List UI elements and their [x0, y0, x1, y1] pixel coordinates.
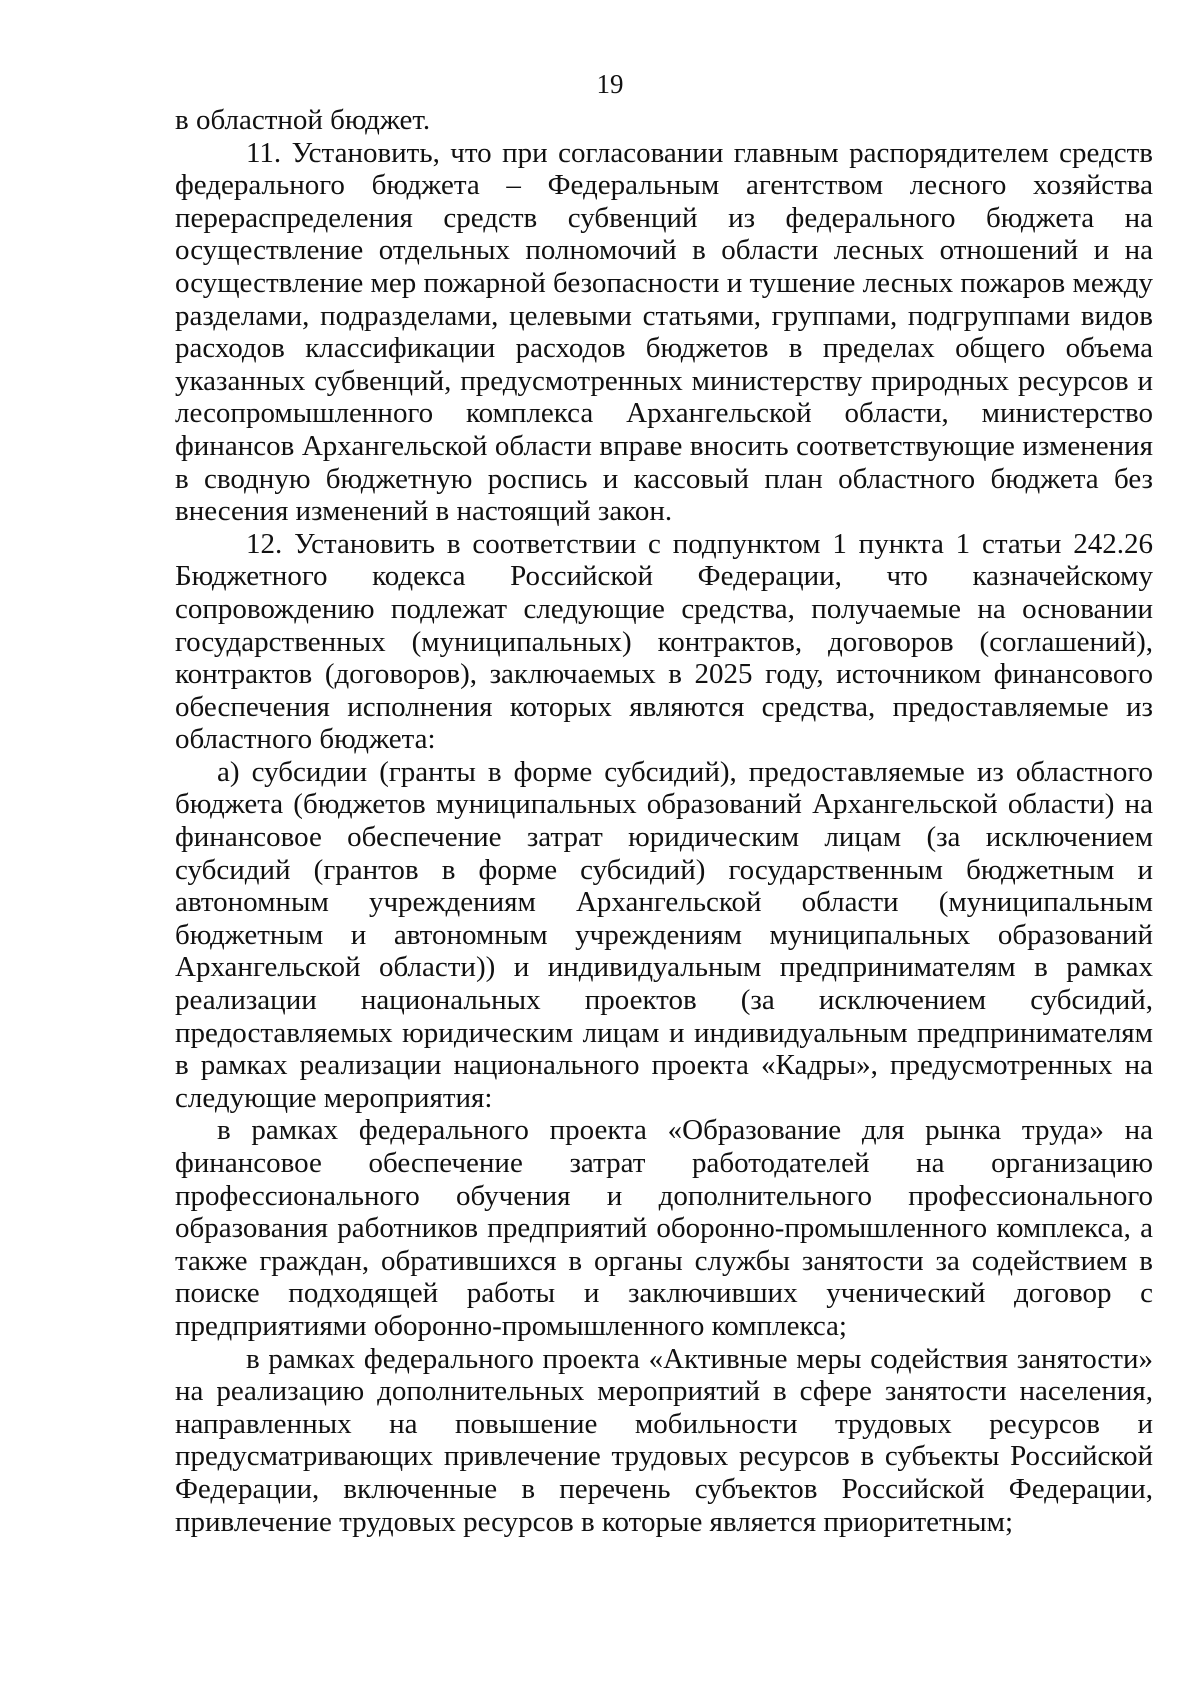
paragraph-item-12: 12. Установить в соответствии с подпунктом 1 пункта 1 статьи 242.26 Бюджетного кодекса Российской Федерации, что казначейскому сопровождению подлежат следующие средства, получаемые на основании государственных (муниципальных) контрактов, договоров (соглашений), контрактов (договоров), заключаемых в 2025 году, источником финансового обеспечения исполнения которых являются средства, предоставляемые из областного бюджета:: [175, 527, 1153, 756]
paragraph-project-education: в рамках федерального проекта «Образование для рынка труда» на финансовое обеспечение затрат работодателей на организацию профессионального обучения и дополнительного профессионального образования работников предприятий оборонно-промышленного комплекса, а также граждан, обратившихся в органы службы занятости за содействием в поиске подходящей работы и заключивших ученический договор с предприятиями оборонно-промышленного комплекса;: [175, 1114, 1153, 1342]
paragraph-project-employment: в рамках федерального проекта «Активные меры содействия занятости» на реализацию дополнительных мероприятий в сфере занятости населения, направленных на повышение мобильности трудовых ресурсов и предусматривающих привлечение трудовых ресурсов в субъекты Российской Федерации, включенные в перечень субъектов Российской Федерации, привлечение трудовых ресурсов в которые является приоритетным;: [175, 1342, 1153, 1538]
document-body: [175, 104, 1153, 1538]
paragraph-item-11: 11. Установить, что при согласовании главным распорядителем средств федерального бюджета – Федеральным агентством лесного хозяйства перераспределения средств субвенций из федерального бюджета на осуществление отдельных полномочий в области лесных отношений и на осуществление мер пожарной безопасности и тушение лесных пожаров между разделами, подразделами, целевыми статьями, группами, подгруппами видов расходов классификации расходов бюджетов в пределах общего объема указанных субвенций, предусмотренных министерству природных ресурсов и лесопромышленного комплекса Архангельской области, министерство финансов Архангельской области вправе вносить соответствующие изменения в сводную бюджетную роспись и кассовый план областного бюджета без внесения изменений в настоящий закон.: [175, 136, 1153, 528]
paragraph-continuation: в областной бюджет.: [175, 104, 431, 136]
page-number: 19: [596, 69, 624, 99]
paragraph-subitem-a: а) субсидии (гранты в форме субсидий), предоставляемые из областного бюджета (бюджетов муниципальных образований Архангельской области) на финансовое обеспечение затрат юридическим лицам (за исключением субсидий (грантов в форме субсидий) государственным бюджетным и автономным учреждениям Архангельской области (муниципальным бюджетным и автономным учреждениям муниципальных образований Архангельской области)) и индивидуальным предпринимателям в рамках реализации национальных проектов (за исключением субсидий, предоставляемых юридическим лицам и индивидуальным предпринимателям в рамках реализации национального проекта «Кадры», предусмотренных на следующие мероприятия:: [175, 755, 1153, 1114]
